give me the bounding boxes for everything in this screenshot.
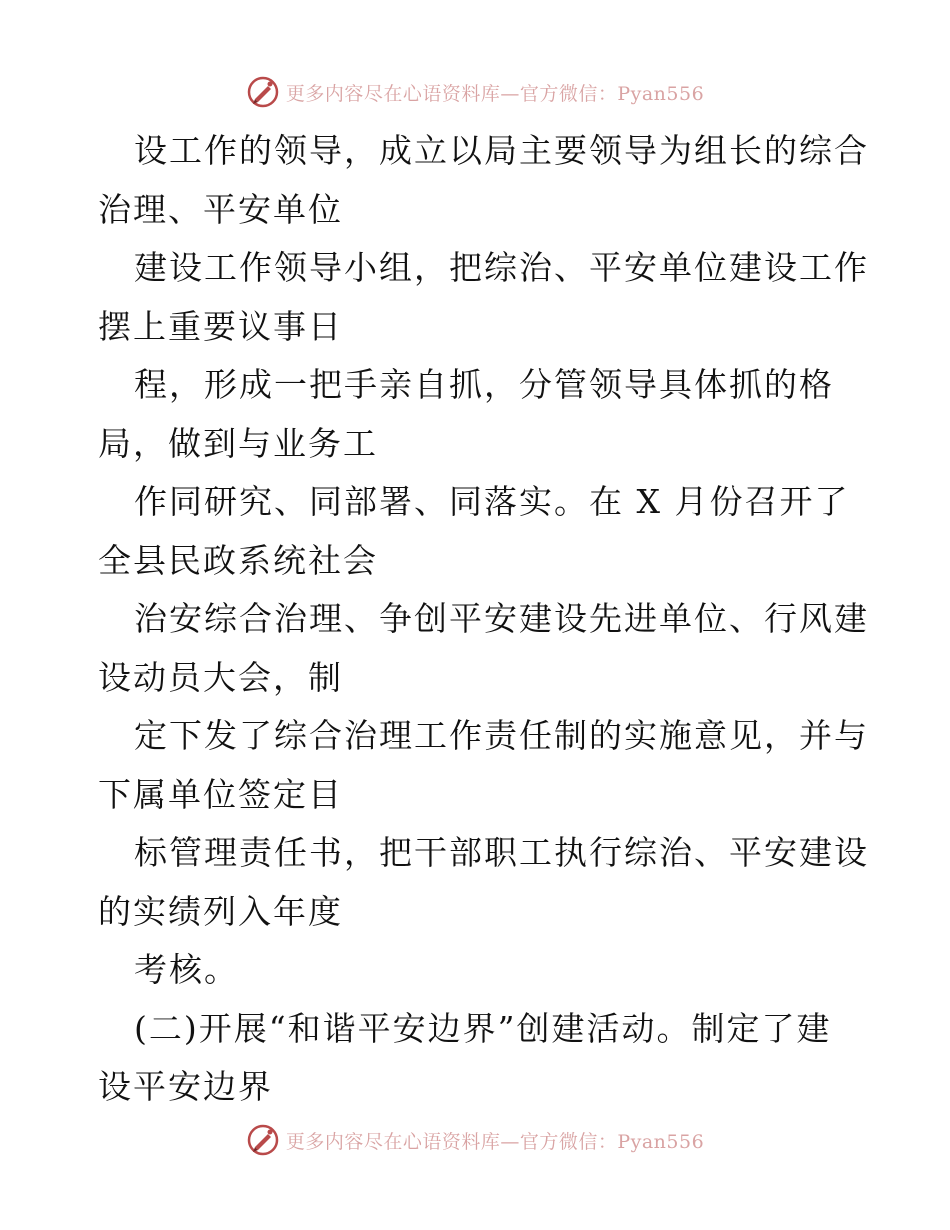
- text-line: 定下发了综合治理工作责任制的实施意见，并与: [134, 716, 869, 755]
- text-line: 治理、平安单位: [98, 189, 343, 229]
- text-line: 摆上重要议事日: [98, 306, 343, 346]
- text-line: 作同研究、同部署、同落实。在 X 月份召开了: [134, 482, 850, 521]
- header-watermark-text: 更多内容尽在心语资料库—官方微信：Pyan556: [285, 82, 705, 105]
- text-line: 设动员大会，制: [98, 657, 343, 697]
- footer-watermark-text: 更多内容尽在心语资料库—官方微信：Pyan556: [285, 1130, 705, 1153]
- header-watermark: [0, 72, 950, 112]
- text-line: 设平安边界: [98, 1067, 273, 1106]
- section-heading-line: (二)开展“和谐平安边界”创建活动。制定了建: [134, 1008, 832, 1048]
- text-line: 标管理责任书，把干部职工执行综治、平安建设: [134, 833, 869, 872]
- text-line: 的实绩列入年度: [98, 891, 343, 931]
- text-line: 下属单位签定目: [98, 774, 343, 814]
- text-line: 程，形成一把手亲自抓，分管领导具体抓的格: [134, 365, 834, 404]
- text-line: 建设工作领导小组，把综治、平安单位建设工作: [134, 248, 869, 287]
- text-line: 考核。: [134, 950, 239, 989]
- text-line: 设工作的领导，成立以局主要领导为组长的综合: [134, 131, 869, 170]
- document-body: [98, 122, 869, 1117]
- pen-logo-icon: [246, 1123, 280, 1157]
- text-line: 治安综合治理、争创平安建设先进单位、行风建: [134, 599, 869, 638]
- pen-logo-icon: [246, 75, 280, 109]
- text-line: 全县民政系统社会: [98, 540, 378, 580]
- text-line: 局，做到与业务工: [98, 423, 378, 463]
- footer-watermark: [0, 1120, 950, 1160]
